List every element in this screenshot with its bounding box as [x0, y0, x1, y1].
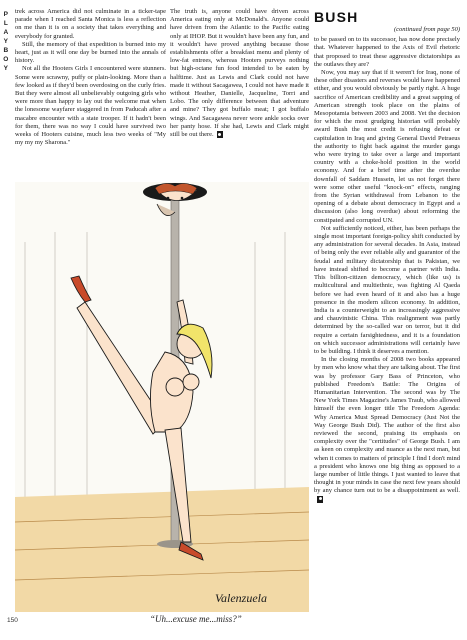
paragraph: Still, the memory of that expedition is burned into my heart, just as it will one day be burned into the annals of history. — [15, 40, 166, 65]
paragraph: to be passed on to its successor, has now done precisely that. Whatever happened to the Axis of Evil rhetoric that proposed to treat these aggressive dictatorships as the outlaws they are? — [314, 36, 460, 68]
side-label-letter: Y — [3, 65, 11, 72]
end-mark-icon — [317, 496, 323, 503]
page-number: 150 — [7, 617, 18, 624]
side-label-letter: P — [3, 11, 11, 18]
article-column-3 — [314, 10, 460, 504]
side-label-letter: O — [3, 56, 11, 63]
paragraph: Not sufficiently noticed, either, has been perhaps the single most important foreign-policy shift conducted by any administration for several decades. In Asia, instead of being only the ever reliable ally and guarantor of the feudal and military dictatorship that is Pakistan, we have instead shifted to become a partner with India. This billion-citizen democracy, which (like us) is multicultural and multiethnic, was fighting Al Qaeda before we had even heard of it and also has a huge presence in the modern silicon economy. In addition, India is a counterweight to an increasingly aggressive and chauvinistic China. This realignment was partly determined by the so-called war on terror, but it did require a certain farsightedness, and it is a foundation on which successor administrations will certainly have to be building. I think it deserves a mention. — [314, 224, 460, 355]
cartoon-caption: “Uh...excuse me...miss?” — [150, 614, 242, 624]
paragraph-text: In the closing months of 2008 two books appeared by men who know what they are talking about. The first was by professor Gary Bass of Princeton, who published Freedom's Battle: The Origins of Humanitarian Intervention. The second was by The New York Times Magazine's James Traub, who allowed himself the even longer title The Freedom Agenda: Why America Must Spread Democracy (Just Not the Way George Bush Did). The author of the first also reviewed the second, praising its emphasis on complexity over the "certitudes" of George Bush. I am as keen on complexity and nuance as the next man, but when it comes to matters of principle I find I don't mind a president who knows one big thing as opposed to a large number of little things. I just wanted to leave that thought in your minds in case the next few years should by any chance turn out to be a disappointment as well. — [314, 356, 460, 495]
article-column-1 — [15, 8, 166, 147]
side-label-letter: Y — [3, 38, 11, 45]
cartoon-drawing — [15, 182, 309, 612]
magazine-side-label — [2, 10, 12, 73]
side-label-letter: B — [3, 47, 11, 54]
article-title: BUSH — [314, 9, 359, 25]
end-mark-icon — [217, 131, 223, 138]
paragraph: trek across America did not culminate in a ticker-tape parade when I reached Santa Monica is less a reflection on me than it is on a society that takes everything and everybody for granted. — [15, 8, 166, 40]
side-label-letter: A — [3, 29, 11, 36]
continued-note: (continued from page 50) — [393, 26, 460, 33]
paragraph — [314, 356, 460, 504]
article-column-2 — [170, 8, 309, 139]
artist-signature: Valenzuela — [215, 591, 267, 605]
paragraph: Now, you may say that if it weren't for Iraq, none of these other disasters and reverses would have happened either, and you would obviously be partly right. A huge sacrifice of American credibility and a great sapping of American strength took place on the plains of Mesopotamia between 2003 and 2008. Yet the decision for which the most grudging historian will probably award Bush the most credit is refusing defeat or capitulation in Iraq and giving General David Petraeus the authority to fight back against the murder gangs who were trying to take over a large and important country with a choke-hold position in the world economy. And for a brief time after the overdue downfall of Saddam Hussein, let us not forget there were some other useful "knock-on" effects, ranging from the Syrian withdrawal from Lebanon to the opening of a debate about democracy in Egypt and a discussion (also long overdue) about reforming the constipated and corrupted UN. — [314, 69, 460, 224]
paragraph: Not all the Hooters Girls I encountered were stunners. Some were scrawny, puffy or plain-looking. More than a few looked as if they'd been overdosing on the curly fries. But they were almost all unbelievably outgoing girls who were more than happy to lay out the welcome mat when the lonesome wayfarer staggered in from Paducah after a macabre encounter with a state trooper. If it hadn't been for them, there was no way I could have survived two weeks of Hooters cuisine, much less two weeks of "My my my my Sharona." — [15, 65, 166, 147]
paragraph — [170, 8, 309, 139]
paragraph-text: The truth is, anyone could have driven across America eating only at McDonald's. Anyone could have driven from the Atlantic to the Pacific eating only at IHOP. But it wouldn't have been any fun, and it wouldn't have proved anything because those establishments offer a breakfast menu and plenty of low-fat entrees, whereas Hooters purveys nothing but high-octane fun food intended to be eaten by halftime. Just as Lewis and Clark could not have made it without Sacagawea, I could not have made it without Heather, Danielle, Jacqueline, Torri and Lobo. The only difference between that adventure and mine? They got buffalo meat; I got buffalo wings. And Sacagawea never wore ankle socks over her panty hose. If she had, Lewis and Clark might still be out there. — [170, 8, 309, 139]
cartoon-illustration — [15, 182, 309, 612]
side-label-letter: L — [3, 20, 11, 27]
